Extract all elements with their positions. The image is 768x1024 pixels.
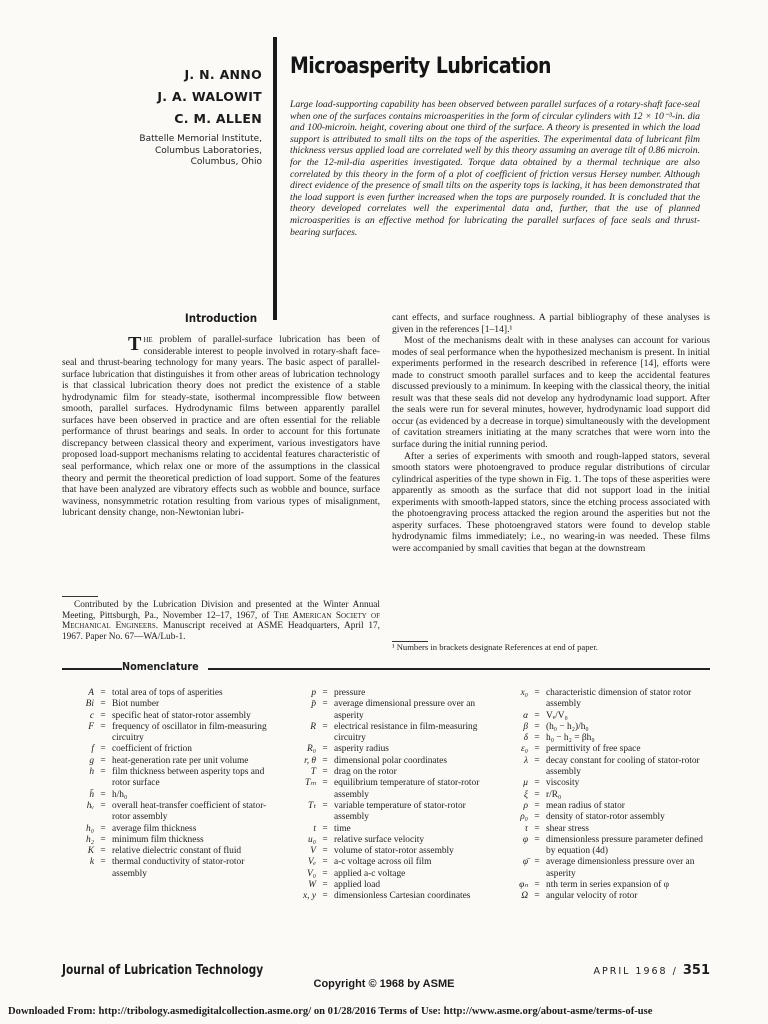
abstract: Large load-supporting capability has been observed between parallel surfaces of a rotary-shaft face-seal when one of the surfaces contains microasperities in the form of circular cylinders with 12 × 10⁻³-in. dia and 100-microin. height, covering about one third of the surface. A theory is presented in which the load support is attributed to small tilts on the tops of the asperities. The experimental data of lubricant film thickness versus applied load are correlated well by this theory assuming an average tilt of 0.86 microin. for the 12-mil-dia asperities investigated. Torque data obtained by a thermal technique are also correlated by this theory in the form of a plot of coefficient of friction versus Hersey number. Although direct evidence of the presence of small tilts on the asperity tops is lacking, it has been demonstrated that the load support is even further increased when the tops are purposely rounded. It is concluded that the theory developed correlates well the experimental data and, further, that the use of planned microasperities is an effective method for lubricating the parallel surfaces of face seals and thrust-bearing surfaces. (290, 99, 700, 238)
nomenclature-entry (62, 688, 277, 699)
nomenclature-entry (496, 857, 710, 880)
contribution-text: Contributed by the Lubrication Division and presented at the Winter Annual Meeting, Pittsburgh, Pa., November 12–17, 1967, of (62, 600, 380, 621)
nomenclature-definition: h/h₀ (112, 789, 128, 800)
nomenclature-symbol: F (88, 721, 94, 732)
equals-sign: = (322, 891, 328, 902)
nomenclature-symbol: δ (523, 733, 528, 744)
nomenclature-rule (62, 668, 122, 670)
equals-sign: = (322, 721, 328, 732)
nomenclature-definition: time (334, 823, 351, 834)
nomenclature-symbol: μ (523, 778, 528, 789)
equals-sign: = (534, 778, 540, 789)
nomenclature-definition: a-c voltage across oil film (334, 857, 432, 868)
equals-sign: = (100, 744, 106, 755)
nomenclature-definition: relative surface velocity (334, 834, 425, 845)
nomenclature-entry (284, 880, 489, 891)
nomenclature-entry (284, 869, 489, 880)
equals-sign: = (322, 688, 328, 698)
contribution-note (62, 600, 380, 642)
equals-sign: = (100, 755, 106, 766)
nomenclature-entry (284, 767, 489, 778)
nomenclature-symbol: φ (522, 834, 528, 845)
nomenclature-entry (496, 711, 710, 722)
nomenclature-symbol: φₙ (519, 880, 528, 891)
nomenclature-definition: applied a-c voltage (334, 868, 406, 879)
affiliation-line: Columbus Laboratories, (154, 145, 262, 156)
nomenclature-definition: film thickness between asperity tops and rotor surface (112, 767, 265, 789)
equals-sign: = (100, 789, 106, 800)
nomenclature-definition: permittivity of free space (546, 744, 641, 755)
page-number: 351 (682, 963, 710, 978)
issue-and-page (560, 963, 710, 978)
body-column-left (62, 334, 380, 519)
nomenclature-entry (496, 812, 710, 823)
nomenclature-entry (496, 835, 710, 858)
equals-sign: = (322, 767, 328, 778)
equals-sign: = (322, 755, 328, 766)
nomenclature-symbol: Tₘ (304, 778, 316, 789)
equals-sign: = (100, 699, 106, 710)
nomenclature-entry (62, 744, 277, 755)
affiliation-line: Battelle Memorial Institute, (139, 134, 262, 144)
equals-sign: = (100, 710, 106, 721)
nomenclature-symbol: t (313, 823, 316, 834)
nomenclature-definition: applied load (334, 880, 381, 891)
nomenclature-symbol: A (88, 688, 94, 698)
equals-sign: = (534, 710, 540, 721)
nomenclature-entry (284, 778, 489, 801)
equals-sign: = (534, 733, 540, 744)
nomenclature-definition: frequency of oscillator in film-measuring circuitry (112, 721, 267, 744)
nomenclature-definition: r/R₀ (546, 789, 562, 800)
nomenclature-definition: (h₀ − h₂)/h₀ (546, 721, 589, 732)
equals-sign: = (534, 891, 540, 902)
nomenclature-symbol: h̄ (89, 789, 94, 800)
nomenclature-definition: total area of tops of asperities (112, 688, 223, 698)
nomenclature-definition: heat-generation rate per unit volume (112, 755, 249, 766)
nomenclature-definition: asperity radius (334, 744, 389, 755)
nomenclature-entry (284, 801, 489, 824)
equals-sign: = (322, 857, 328, 868)
nomenclature-definition: Vₑ/V₀ (546, 710, 568, 721)
nomenclature-symbol: Tₜ (308, 800, 316, 811)
nomenclature-column-2 (284, 688, 489, 903)
nomenclature-symbol: k (89, 857, 94, 868)
equals-sign: = (322, 868, 328, 879)
author-name: J. N. ANNO (184, 67, 262, 82)
nomenclature-definition: variable temperature of stator-rotor assembly (334, 800, 466, 823)
equals-sign: = (534, 812, 540, 823)
nomenclature-entry (284, 857, 489, 868)
paper-title: Microasperity Lubrication (290, 54, 552, 79)
nomenclature-symbol: x, y (302, 891, 316, 902)
nomenclature-symbol: W (308, 880, 316, 891)
nomenclature-symbol: K (87, 846, 94, 857)
nomenclature-entry (496, 756, 710, 779)
footnote: ¹ Numbers in brackets designate References at end of paper. (392, 642, 598, 652)
equals-sign: = (534, 789, 540, 800)
equals-sign: = (322, 778, 328, 789)
nomenclature-entry (62, 801, 277, 824)
equals-sign: = (322, 744, 328, 755)
nomenclature-definition: dimensionless pressure parameter defined by equation (4d) (546, 834, 703, 857)
equals-sign: = (534, 823, 540, 834)
nomenclature-entry (62, 846, 277, 857)
nomenclature-definition: relative dielectric constant of fluid (112, 846, 242, 857)
nomenclature-entry (62, 790, 277, 801)
nomenclature-symbol: h (89, 767, 94, 778)
equals-sign: = (534, 721, 540, 732)
nomenclature-definition: Biot number (112, 699, 160, 710)
nomenclature-definition: average dimensional pressure over an asperity (334, 699, 476, 721)
equals-sign: = (534, 755, 540, 766)
nomenclature-symbol: R (310, 721, 316, 732)
nomenclature-entry (62, 722, 277, 745)
affiliation (92, 134, 262, 169)
paragraph: cant effects, and surface roughness. A partial bibliography of these analyses is given in the references [1–14].¹ (392, 312, 710, 335)
nomenclature-definition: nth term in series expansion of φ (546, 880, 670, 891)
nomenclature-entry (284, 744, 489, 755)
nomenclature-rule (208, 668, 710, 670)
equals-sign: = (322, 800, 328, 811)
section-heading-introduction: Introduction (184, 311, 258, 325)
nomenclature-entry (62, 711, 277, 722)
nomenclature-definition: characteristic dimension of stator rotor assembly (546, 688, 692, 710)
nomenclature-symbol: p (311, 688, 316, 698)
equals-sign: = (534, 800, 540, 811)
equals-sign: = (100, 823, 106, 834)
nomenclature-entry (284, 756, 489, 767)
equals-sign: = (534, 857, 540, 868)
nomenclature-symbol: r, θ (304, 755, 316, 766)
nomenclature-definition: equilibrium temperature of stator-rotor assembly (334, 778, 480, 800)
nomenclature-definition: h₀ − h₂ = βh₀ (546, 733, 595, 744)
nomenclature-symbol: h₀ (86, 823, 94, 834)
nomenclature-entry (284, 688, 489, 699)
nomenclature-definition: dimensional polar coordinates (334, 755, 447, 766)
nomenclature-definition: thermal conductivity of stator-rotor assembly (112, 857, 245, 879)
nomenclature-definition: pressure (334, 688, 366, 698)
nomenclature-heading: Nomenclature (122, 660, 199, 673)
nomenclature-entry (62, 756, 277, 767)
nomenclature-definition: mean radius of stator (546, 800, 625, 811)
nomenclature-definition: density of stator-rotor assembly (546, 812, 665, 823)
nomenclature-symbol: ε₀ (521, 744, 528, 755)
nomenclature-symbol: Bi (85, 699, 94, 710)
nomenclature-definition: minimum film thickness (112, 834, 204, 845)
nomenclature-entry (496, 688, 710, 711)
nomenclature-symbol: T (310, 767, 316, 778)
nomenclature-definition: viscosity (546, 778, 580, 789)
equals-sign: = (100, 767, 106, 778)
nomenclature-definition: drag on the rotor (334, 767, 397, 778)
equals-sign: = (100, 688, 106, 698)
author-name: J. A. WALOWIT (157, 89, 262, 104)
nomenclature-entry (496, 790, 710, 801)
paragraph: After a series of experiments with smooth and rough-lapped stators, several smooth stators were photoengraved to produce regular distributions of circular cylindrical asperities of the type shown in Fig. 1. The tops of these asperities were apparently as smooth as the surface that did not support load in the initial experiments with smooth-lapped stators, since the etching process associated with the photoengraving process attacked the region around the asperities but not the asperity surfaces. These photoengraved stators were found to develop stable hydrodynamic films immediately; i.e., no wearing-in was needed. These films were accompanied by small cavities that began at the downstream (392, 450, 710, 554)
copyright-notice: Copyright © 1968 by ASME (313, 978, 455, 990)
nomenclature-column-1 (62, 688, 277, 880)
nomenclature-entry (496, 801, 710, 812)
nomenclature-definition: dimensionless Cartesian coordinates (334, 891, 471, 902)
nomenclature-symbol: g (89, 755, 94, 766)
equals-sign: = (322, 699, 328, 710)
nomenclature-entry (62, 767, 277, 790)
nomenclature-symbol: α (523, 710, 528, 721)
nomenclature-symbol: hᵥ (86, 800, 94, 811)
nomenclature-entry (496, 744, 710, 755)
nomenclature-symbol: Vₑ (307, 857, 316, 868)
affiliation-line: Columbus, Ohio (190, 157, 262, 167)
nomenclature-symbol: τ (524, 823, 528, 834)
nomenclature-definition: decay constant for cooling of stator-rotor assembly (546, 755, 700, 778)
equals-sign: = (100, 834, 106, 845)
nomenclature-entry (62, 699, 277, 710)
equals-sign: = (322, 823, 328, 834)
lead-in-smallcaps: he (143, 334, 153, 345)
paragraph: Most of the mechanisms dealt with in these analyses can account for various modes of seal performance when the hypothesized mechanism is present. In initial experiments performed in the research described in reference [14], efforts were made to construct smooth parallel surfaces and to keep the accidental features discussed previously to a minimum. In keeping with the classical theory, the initial result was that these seals did not develop any hydrodynamic load support. After the seals were run for several minutes, however, hydrodynamic load support did occur (as evidenced by a decrease in torque) simultaneously with the development of cavitation streamers initiating at the many scratches that were worn into the surface during the initial running period. (392, 335, 710, 451)
nomenclature-definition: volume of stator-rotor assembly (334, 846, 454, 857)
nomenclature-entry (284, 846, 489, 857)
nomenclature-entry (62, 824, 277, 835)
nomenclature-entry (284, 824, 489, 835)
footnote-rule (62, 596, 98, 597)
nomenclature-symbol: V (310, 846, 316, 857)
issue-date: APRIL 1968 / (593, 966, 678, 977)
equals-sign: = (322, 846, 328, 857)
nomenclature-definition: average dimensionless pressure over an asperity (546, 857, 695, 879)
nomenclature-symbol: φ̄ (522, 857, 528, 868)
equals-sign: = (100, 846, 106, 857)
equals-sign: = (534, 834, 540, 845)
author-name: C. M. ALLEN (174, 111, 262, 126)
journal-name: Journal of Lubrication Technology (62, 963, 264, 978)
body-column-right (392, 312, 710, 554)
nomenclature-symbol: ξ (523, 789, 528, 800)
society-name: The American Society of Mechanical Engineers (62, 610, 380, 632)
nomenclature-symbol: V₀ (307, 868, 316, 879)
nomenclature-entry (496, 778, 710, 789)
nomenclature-symbol: ρ₀ (520, 812, 528, 823)
nomenclature-entry (284, 699, 489, 722)
nomenclature-entry (62, 857, 277, 880)
nomenclature-definition: average film thickness (112, 823, 197, 834)
nomenclature-symbol: u₀ (308, 834, 316, 845)
nomenclature-entry (284, 891, 489, 902)
nomenclature-symbol: β (523, 721, 528, 732)
nomenclature-symbol: ρ (523, 800, 528, 811)
nomenclature-symbol: c (89, 710, 94, 721)
drop-cap: T (128, 333, 142, 355)
nomenclature-entry (496, 880, 710, 891)
equals-sign: = (534, 744, 540, 755)
equals-sign: = (100, 800, 106, 811)
nomenclature-entry (284, 835, 489, 846)
nomenclature-entry (496, 733, 710, 744)
nomenclature-symbol: Ω (521, 891, 528, 902)
nomenclature-entry (62, 835, 277, 846)
nomenclature-definition: coefficient of friction (112, 744, 192, 755)
nomenclature-definition: electrical resistance in film-measuring circuitry (334, 721, 478, 744)
nomenclature-definition: overall heat-transfer coefficient of stator-rotor assembly (112, 800, 267, 823)
nomenclature-entry (496, 891, 710, 902)
nomenclature-column-3 (496, 688, 710, 903)
nomenclature-definition: shear stress (546, 823, 589, 834)
nomenclature-symbol: λ (523, 755, 528, 766)
equals-sign: = (100, 857, 106, 868)
download-notice: Downloaded From: http://tribology.asmedigitalcollection.asme.org/ on 01/28/2016 Terms of Use: http://www.asme.org/about-asme/terms-of-use (8, 1006, 653, 1017)
nomenclature-definition: angular velocity of rotor (546, 891, 638, 902)
nomenclature-symbol: f (91, 744, 94, 755)
nomenclature-symbol: p̄ (311, 699, 316, 710)
equals-sign: = (100, 721, 106, 732)
nomenclature-definition: specific heat of stator-rotor assembly (112, 710, 251, 721)
author-block (92, 64, 262, 169)
intro-paragraph (62, 334, 380, 519)
nomenclature-entry (284, 722, 489, 745)
equals-sign: = (534, 880, 540, 891)
paragraph-text: problem of parallel-surface lubrication has been of considerable interest to people involved in rotary-shaft face-seal and thrust-bearing technology for many years. The basic aspect of parallel-surface lubrication that distinguishes it from other areas of lubrication technology is that classical lubrication theory does not predict the existence of a stable hydrodynamic film for steady-state, isothermal incompressible flow between smooth, parallel surfaces. Hydrodynamic films between apparently parallel surfaces have been observed in practice and are often essential for the reliable performance of thrust bearings and seals. In order to account for this fortunate discrepancy between classical theory and experiment, various investigators have proposed load-support mechanisms relating to accidental features characteristic of seal performance, which relax one or more of the assumptions in the classical theory and permit the theoretical prediction of load support. Some of the features that have been analyzed are vibratory effects such as wobble and bounce, surface waviness, nonsymmetric rotation resulting from various types of misalignment, lubricant density change, non-Newtonian lubri- (62, 334, 380, 519)
vertical-rule (273, 37, 277, 320)
contribution-text: . Manuscript received at ASME Headquarters, April 17, 1967. Paper No. 67—WA/Lub-1. (62, 621, 380, 642)
nomenclature-symbol: R₀ (307, 744, 316, 755)
equals-sign: = (322, 834, 328, 845)
nomenclature-symbol: h₂ (86, 834, 94, 845)
nomenclature-symbol: x₀ (520, 688, 528, 698)
nomenclature-entry (496, 722, 710, 733)
equals-sign: = (534, 688, 540, 698)
equals-sign: = (322, 880, 328, 891)
nomenclature-entry (496, 824, 710, 835)
